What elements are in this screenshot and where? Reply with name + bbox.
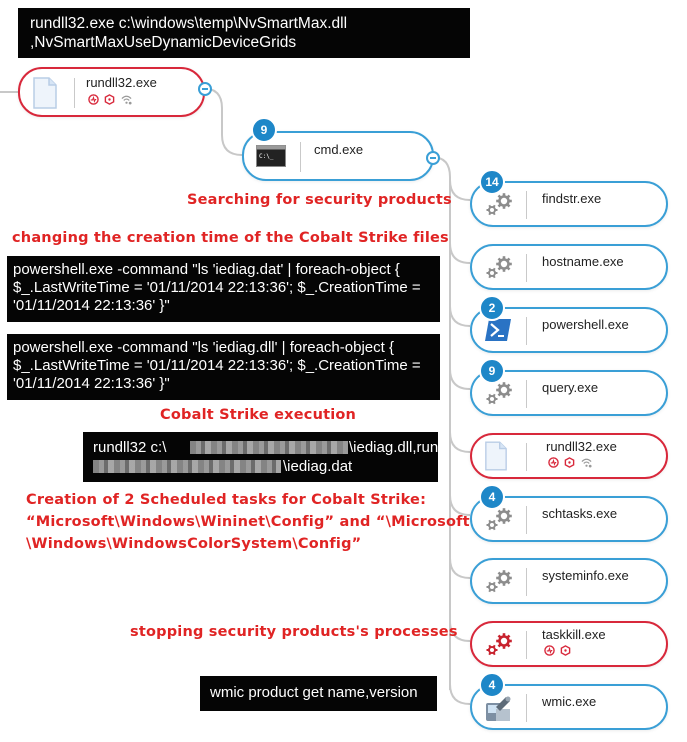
process-name: taskkill.exe	[542, 627, 606, 642]
document-icon	[32, 77, 58, 114]
redacted-path	[93, 460, 281, 473]
child-process-node[interactable]	[470, 621, 668, 667]
rundll-command	[83, 432, 438, 482]
annotation-cobalt-exec: Cobalt Strike execution	[160, 407, 357, 423]
annotation-stopping: stopping security products's processes	[130, 624, 458, 640]
rundll-line2-suffix: \iediag.dat	[283, 458, 353, 475]
node-divider	[526, 254, 527, 282]
hexagon-alert-icon	[104, 94, 115, 105]
powershell-command-1: powershell.exe -command "ls 'iediag.dat' | foreach-object { $_.LastWriteTime = '01/11/2014 22:13:36'; $_.CreationTime = '01/11/2014 22:13:36' }"	[7, 256, 440, 322]
gear-icon	[484, 569, 514, 600]
node-divider	[526, 631, 527, 659]
collapse-toggle[interactable]	[426, 151, 440, 165]
annotation-sched-tasks-3: \Windows\WindowsColorSystem\Config”	[26, 536, 362, 552]
process-name: wmic.exe	[542, 694, 597, 709]
process-name: query.exe	[542, 380, 599, 395]
annotation-sched-tasks-2: “Microsoft\Windows\Wininet\Config” and “\Microsoft	[26, 514, 470, 530]
child-process-node[interactable]	[470, 558, 668, 604]
status-icons	[548, 457, 593, 468]
powershell-command-2: powershell.exe -command "ls 'iediag.dll' | foreach-object { $_.LastWriteTime = '01/11/2014 22:13:36'; $_.CreationTime = '01/11/2014 22:13:36' }"	[7, 334, 440, 400]
gear-icon	[484, 255, 514, 286]
node-divider	[526, 380, 527, 408]
annotation-changing-time: changing the creation time of the Cobalt Strike files	[12, 230, 449, 246]
svg-text:C:\_: C:\_	[259, 153, 274, 160]
wmic-command: wmic product get name,version	[200, 676, 437, 711]
network-icon	[580, 457, 593, 468]
process-name: rundll32.exe	[546, 439, 617, 454]
wmic-icon	[484, 695, 514, 728]
gear-icon	[484, 507, 514, 538]
count-badge: 4	[479, 672, 505, 698]
process-name: cmd.exe	[314, 142, 364, 157]
root-process-node[interactable]	[18, 67, 205, 117]
collapse-toggle[interactable]	[198, 82, 212, 96]
annotation-sched-tasks-1: Creation of 2 Scheduled tasks for Cobalt Strike:	[26, 492, 427, 508]
child-process-node[interactable]	[470, 244, 668, 290]
process-name: systeminfo.exe	[542, 568, 629, 583]
gear-icon	[484, 192, 514, 223]
gear-icon	[484, 381, 514, 412]
node-divider	[74, 78, 75, 108]
process-name: hostname.exe	[542, 254, 624, 269]
rundll-line1-prefix: rundll32 c:\	[93, 439, 167, 456]
node-divider	[300, 142, 301, 172]
rundll-line1-suffix: \iediag.dll,run	[349, 439, 439, 456]
node-divider	[526, 443, 527, 471]
console-icon	[256, 145, 286, 172]
process-name: rundll32.exe	[86, 75, 157, 90]
powershell-icon	[484, 318, 512, 347]
activity-icon	[88, 94, 99, 105]
node-divider	[526, 317, 527, 345]
count-badge: 14	[479, 169, 505, 195]
hexagon-alert-icon	[560, 645, 571, 656]
network-icon	[120, 94, 133, 105]
count-badge: 2	[479, 295, 505, 321]
activity-icon	[544, 645, 555, 656]
redacted-path	[190, 441, 348, 454]
node-divider	[526, 568, 527, 596]
count-badge: 9	[479, 358, 505, 384]
process-name: powershell.exe	[542, 317, 629, 332]
node-divider	[526, 506, 527, 534]
status-icons	[544, 645, 571, 656]
node-divider	[526, 694, 527, 722]
process-name: findstr.exe	[542, 191, 602, 206]
header-command: rundll32.exe c:\windows\temp\NvSmartMax.dll ,NvSmartMaxUseDynamicDeviceGrids	[18, 8, 470, 58]
process-name: schtasks.exe	[542, 506, 618, 521]
root-status-icons	[88, 94, 133, 105]
hexagon-alert-icon	[564, 457, 575, 468]
node-divider	[526, 191, 527, 219]
annotation-searching: Searching for security products	[187, 192, 452, 208]
count-badge: 9	[251, 117, 277, 143]
activity-icon	[548, 457, 559, 468]
count-badge: 4	[479, 484, 505, 510]
document-icon	[484, 441, 508, 476]
red-gear-icon	[484, 632, 514, 663]
child-process-node[interactable]	[470, 433, 668, 479]
